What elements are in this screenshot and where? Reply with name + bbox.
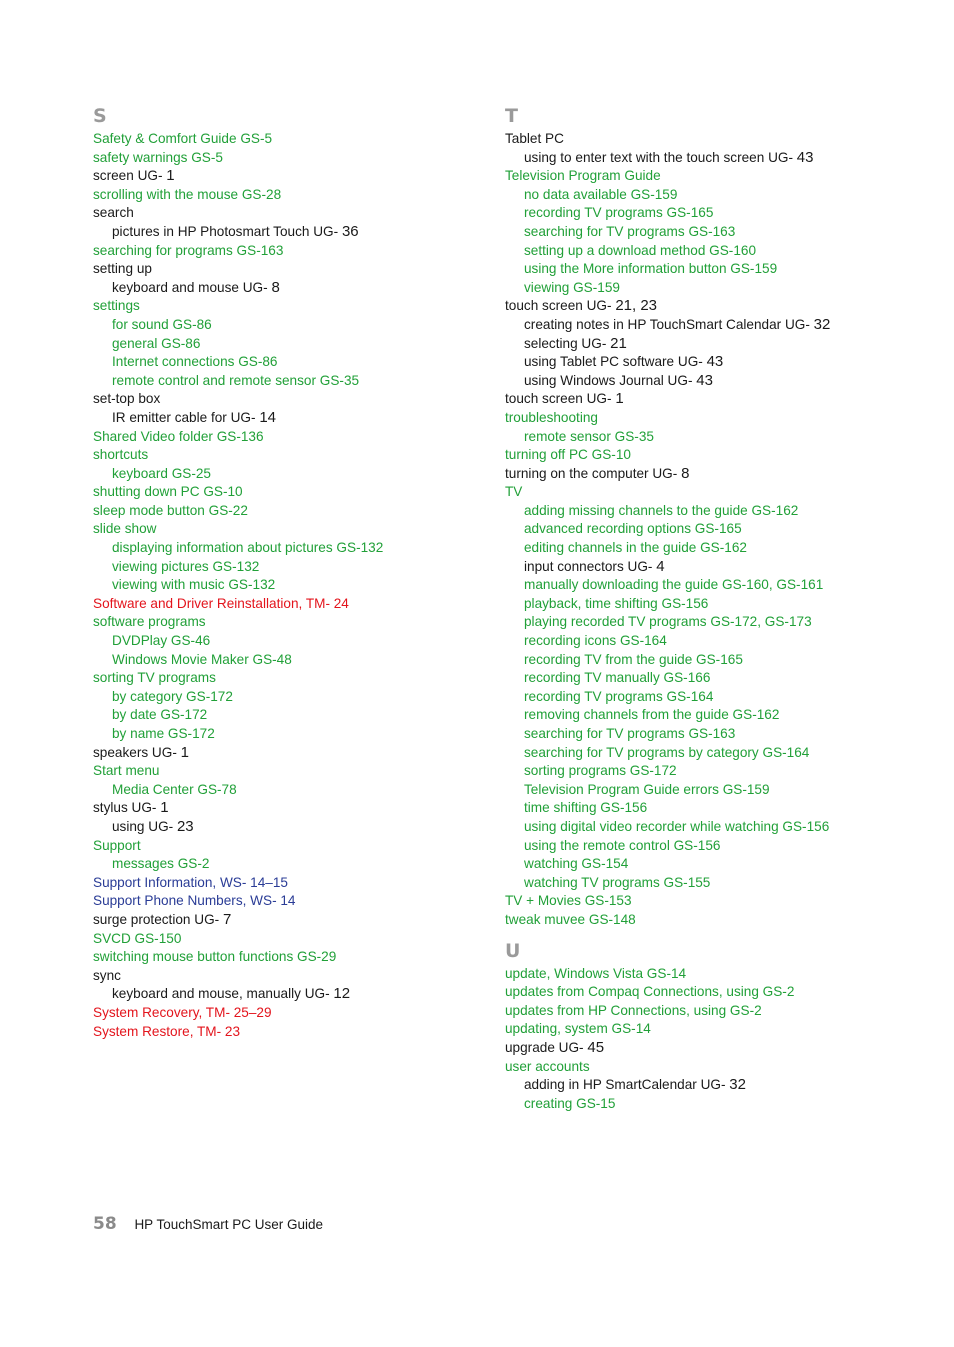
entry-text: recording TV from the guide GS-165 [524, 651, 743, 667]
entry-text: settings [93, 298, 140, 314]
entry-text: TV + Movies GS-153 [505, 893, 632, 909]
page-reference: 21, 23 [615, 297, 658, 315]
index-entry [93, 204, 503, 223]
page-reference: 14 [259, 408, 276, 426]
index-entry[interactable] [93, 149, 503, 168]
entry-text: shortcuts [93, 447, 149, 463]
entry-text: touch screen UG- [505, 298, 616, 314]
index-subentry[interactable] [505, 502, 925, 521]
index-entry[interactable] [93, 837, 503, 856]
entry-text: software programs [93, 614, 206, 630]
index-subentry[interactable] [93, 855, 503, 874]
entry-text: watching GS-154 [524, 856, 629, 872]
index-subentry[interactable] [505, 799, 925, 818]
index-entry[interactable] [93, 762, 503, 781]
entry-text: sync [93, 967, 121, 983]
index-subentry[interactable] [505, 818, 925, 837]
entry-text: keyboard and mouse UG- [112, 279, 272, 295]
index-entry [93, 167, 503, 186]
entry-text: removing channels from the guide GS-162 [524, 707, 780, 723]
page-reference: 1 [615, 390, 624, 408]
index-entry[interactable] [505, 1020, 925, 1039]
index-entry [505, 130, 925, 149]
entry-text: Television Program Guide errors GS-159 [524, 781, 770, 797]
page-reference: 1 [160, 799, 169, 817]
index-subentry[interactable] [505, 576, 925, 595]
page-reference: 23 [176, 817, 194, 835]
entry-text: search [93, 205, 134, 221]
entry-text: troubleshooting [505, 409, 598, 425]
index-subentry[interactable] [505, 223, 925, 242]
index-entry [93, 911, 503, 930]
index-entry[interactable] [505, 911, 925, 930]
index-subentry [93, 409, 503, 428]
index-subentry[interactable] [505, 260, 925, 279]
index-entry[interactable] [93, 595, 503, 614]
entry-text: creating notes in HP TouchSmart Calendar UG- [524, 316, 814, 332]
index-entry[interactable] [93, 483, 503, 502]
entry-text: using Tablet PC software UG- [524, 354, 707, 370]
entry-text: playing recorded TV programs GS-172, GS-173 [524, 614, 812, 630]
entry-text: speakers UG- [93, 744, 181, 760]
index-subentry[interactable] [93, 316, 503, 335]
footer-title: HP TouchSmart PC User Guide [134, 1217, 324, 1232]
index-subentry[interactable] [505, 428, 925, 447]
entry-text: searching for TV programs by category GS-164 [524, 744, 810, 760]
entry-text: adding in HP SmartCalendar UG- [524, 1077, 730, 1093]
entry-text: SVCD GS-150 [93, 930, 182, 946]
entry-text: adding missing channels to the guide GS-162 [524, 502, 799, 518]
entry-text: Television Program Guide [505, 168, 661, 184]
index-subentry[interactable] [505, 279, 925, 298]
index-entry[interactable] [93, 1023, 503, 1042]
index-letter-heading: S [93, 105, 107, 127]
index-entry[interactable] [505, 167, 925, 186]
entry-text: Media Center GS-78 [112, 781, 237, 797]
page-number: 58 [93, 1214, 117, 1234]
index-entry[interactable] [93, 502, 503, 521]
entry-text: turning off PC GS-10 [505, 447, 631, 463]
entry-text: Support Information, WS- 14–15 [93, 874, 288, 890]
index-entry [93, 744, 503, 763]
index-subentry[interactable] [505, 539, 925, 558]
entry-text: Windows Movie Maker GS-48 [112, 651, 292, 667]
entry-text: setting up a download method GS-160 [524, 242, 757, 258]
index-entry[interactable] [93, 428, 503, 447]
index-subentry [93, 985, 503, 1004]
index-entry[interactable] [505, 409, 925, 428]
entry-text: watching TV programs GS-155 [524, 874, 711, 890]
entry-text: Shared Video folder GS-136 [93, 428, 264, 444]
index-entry[interactable] [505, 965, 925, 984]
entry-text: DVDPlay GS-46 [112, 633, 211, 649]
index-subentry [505, 316, 925, 335]
index-subentry[interactable] [93, 558, 503, 577]
index-subentry [505, 372, 925, 391]
index-subentry [505, 353, 925, 372]
index-entry [93, 390, 503, 409]
entry-text: updating, system GS-14 [505, 1021, 651, 1037]
entry-text: viewing pictures GS-132 [112, 558, 260, 574]
index-entry[interactable] [93, 446, 503, 465]
index-subentry[interactable] [93, 335, 503, 354]
entry-text: setting up [93, 261, 152, 277]
index-subentry [505, 1076, 925, 1095]
index-entry [505, 297, 925, 316]
index-subentry[interactable] [93, 706, 503, 725]
entry-text: System Recovery, TM- 25–29 [93, 1004, 272, 1020]
page-footer [93, 1214, 323, 1234]
index-subentry[interactable] [505, 744, 925, 763]
entry-text: safety warnings GS-5 [93, 149, 223, 165]
index-subentry[interactable] [93, 632, 503, 651]
index-letter-heading: U [505, 939, 521, 962]
index-subentry[interactable] [505, 651, 925, 670]
entry-text: creating GS-15 [524, 1095, 616, 1111]
index-subentry[interactable] [93, 651, 503, 670]
index-entry [93, 967, 503, 986]
entry-text: recording TV programs GS-165 [524, 205, 714, 221]
entry-text: TV [505, 484, 523, 500]
index-subentry[interactable] [93, 781, 503, 800]
index-subentry[interactable] [505, 613, 925, 632]
entry-text: using Windows Journal UG- [524, 372, 697, 388]
index-subentry[interactable] [505, 781, 925, 800]
index-subentry [93, 279, 503, 298]
entry-text: manually downloading the guide GS-160, GS-161 [524, 577, 824, 593]
index-entry[interactable] [93, 948, 503, 967]
page-reference: 1 [180, 743, 189, 761]
index-entry[interactable] [93, 930, 503, 949]
index-subentry[interactable] [505, 204, 925, 223]
index-subentry [505, 558, 925, 577]
entry-text: user accounts [505, 1058, 590, 1074]
entry-text: using digital video recorder while watching GS-156 [524, 818, 830, 834]
page-reference: 45 [587, 1038, 605, 1056]
entry-text: recording TV manually GS-166 [524, 670, 711, 686]
page-reference: 12 [333, 985, 351, 1003]
page-reference: 8 [271, 278, 280, 296]
entry-text: updates from HP Connections, using GS-2 [505, 1002, 762, 1018]
entry-text: Internet connections GS-86 [112, 354, 278, 370]
entry-text: touch screen UG- [505, 391, 616, 407]
entry-text: for sound GS-86 [112, 316, 212, 332]
index-subentry[interactable] [93, 539, 503, 558]
entry-text: sorting TV programs [93, 670, 216, 686]
page-reference: 43 [706, 353, 724, 371]
index-subentry[interactable] [93, 353, 503, 372]
entry-text: keyboard and mouse, manually UG- [112, 986, 334, 1002]
index-entry[interactable] [505, 892, 925, 911]
index-subentry [505, 149, 925, 168]
entry-text: shutting down PC GS-10 [93, 484, 243, 500]
index-subentry[interactable] [505, 762, 925, 781]
index-subentry[interactable] [505, 855, 925, 874]
page-reference: 36 [341, 222, 359, 240]
entry-text: pictures in HP Photosmart Touch UG- [112, 223, 342, 239]
index-column-right [505, 103, 925, 1113]
entry-text: searching for TV programs GS-163 [524, 223, 736, 239]
index-subentry[interactable] [505, 837, 925, 856]
entry-text: Safety & Comfort Guide GS-5 [93, 131, 273, 146]
page-reference: 32 [813, 315, 831, 333]
index-entry[interactable] [93, 186, 503, 205]
index-entry [505, 465, 925, 484]
index-subentry[interactable] [505, 595, 925, 614]
entry-text: IR emitter cable for UG- [112, 409, 260, 425]
index-entry[interactable] [505, 446, 925, 465]
entry-text: viewing GS-159 [524, 279, 620, 295]
entry-text: scrolling with the mouse GS-28 [93, 186, 282, 202]
index-letter-heading: T [505, 105, 518, 127]
page-reference: 43 [796, 148, 814, 166]
index-entry[interactable] [93, 297, 503, 316]
index-subentry[interactable] [505, 725, 925, 744]
index-subentry[interactable] [505, 688, 925, 707]
index-subentry[interactable] [93, 576, 503, 595]
entry-text: slide show [93, 521, 157, 537]
entry-text: playback, time shifting GS-156 [524, 595, 709, 611]
entry-text: recording icons GS-164 [524, 633, 667, 649]
entry-text: editing channels in the guide GS-162 [524, 540, 747, 556]
index-subentry[interactable] [93, 465, 503, 484]
entry-text: selecting UG- [524, 335, 611, 351]
index-entry[interactable] [505, 983, 925, 1002]
entry-text: keyboard GS-25 [112, 465, 211, 481]
index-entry[interactable] [93, 892, 503, 911]
entry-text: displaying information about pictures GS-132 [112, 540, 384, 556]
entry-text: Software and Driver Reinstallation, TM- 24 [93, 595, 349, 611]
index-subentry[interactable] [505, 186, 925, 205]
entry-text: viewing with music GS-132 [112, 577, 276, 593]
index-column-left [93, 103, 503, 1041]
index-subentry[interactable] [505, 874, 925, 893]
index-subentry [505, 335, 925, 354]
index-entry[interactable] [505, 1058, 925, 1077]
index-entry [93, 799, 503, 818]
index-subentry[interactable] [505, 669, 925, 688]
index-entry[interactable] [505, 483, 925, 502]
entry-text: Tablet PC [505, 131, 564, 146]
index-entry[interactable] [93, 669, 503, 688]
entry-text: stylus UG- [93, 800, 161, 816]
entry-text: update, Windows Vista GS-14 [505, 965, 687, 981]
entry-text: input connectors UG- [524, 558, 657, 574]
entry-text: using the remote control GS-156 [524, 837, 721, 853]
entry-text: turning on the computer UG- [505, 465, 682, 481]
index-entry[interactable] [93, 520, 503, 539]
entry-text: using to enter text with the touch screen UG- [524, 149, 797, 165]
entry-text: by category GS-172 [112, 688, 233, 704]
index-subentry [93, 818, 503, 837]
index-entry [93, 260, 503, 279]
index-subentry[interactable] [505, 1095, 925, 1114]
entry-text: general GS-86 [112, 335, 201, 351]
entry-text: upgrade UG- [505, 1039, 588, 1055]
entry-text: sleep mode button GS-22 [93, 502, 248, 518]
page-reference: 8 [681, 464, 690, 482]
entry-text: set-top box [93, 391, 161, 407]
section-gap [505, 930, 925, 938]
entry-text: System Restore, TM- 23 [93, 1023, 241, 1039]
page-reference: 21 [610, 334, 627, 352]
page-reference: 4 [656, 557, 665, 575]
entry-text: recording TV programs GS-164 [524, 688, 714, 704]
index-subentry [93, 223, 503, 242]
entry-text: using UG- [112, 818, 177, 834]
entry-text: sorting programs GS-172 [524, 763, 677, 779]
entry-text: surge protection UG- [93, 911, 223, 927]
index-entry[interactable] [93, 874, 503, 893]
entry-text: searching for TV programs GS-163 [524, 726, 736, 741]
index-subentry[interactable] [93, 725, 503, 744]
entry-text: remote sensor GS-35 [524, 428, 654, 444]
index-entry[interactable] [93, 242, 503, 261]
index-entry [505, 1039, 925, 1058]
entry-text: searching for programs GS-163 [93, 242, 284, 258]
entry-text: by name GS-172 [112, 726, 215, 741]
index-subentry[interactable] [93, 688, 503, 707]
entry-text: by date GS-172 [112, 707, 208, 723]
index-entry[interactable] [93, 130, 503, 149]
index-subentry[interactable] [505, 632, 925, 651]
index-subentry[interactable] [505, 242, 925, 261]
entry-text: messages GS-2 [112, 856, 210, 872]
index-subentry[interactable] [505, 706, 925, 725]
entry-text: remote control and remote sensor GS-35 [112, 372, 360, 388]
index-entry[interactable] [93, 613, 503, 632]
entry-text: tweak muvee GS-148 [505, 911, 636, 927]
page-reference: 43 [696, 371, 713, 389]
index-subentry[interactable] [93, 372, 503, 391]
entry-text: Start menu [93, 763, 160, 779]
page-reference: 7 [222, 910, 232, 928]
entry-text: using the More information button GS-159 [524, 261, 778, 277]
entry-text: updates from Compaq Connections, using GS-2 [505, 984, 795, 1000]
entry-text: time shifting GS-156 [524, 800, 648, 816]
page-reference: 1 [166, 167, 175, 185]
entry-text: screen UG- [93, 168, 167, 184]
entry-text: Support [93, 837, 141, 853]
entry-text: no data available GS-159 [524, 186, 678, 202]
index-entry[interactable] [505, 1002, 925, 1021]
entry-text: Support Phone Numbers, WS- 14 [93, 893, 296, 909]
index-entry[interactable] [93, 1004, 503, 1023]
entry-text: switching mouse button functions GS-29 [93, 949, 337, 965]
entry-text: advanced recording options GS-165 [524, 521, 742, 537]
index-entry [505, 390, 925, 409]
page-reference: 32 [729, 1076, 746, 1094]
index-subentry[interactable] [505, 520, 925, 539]
